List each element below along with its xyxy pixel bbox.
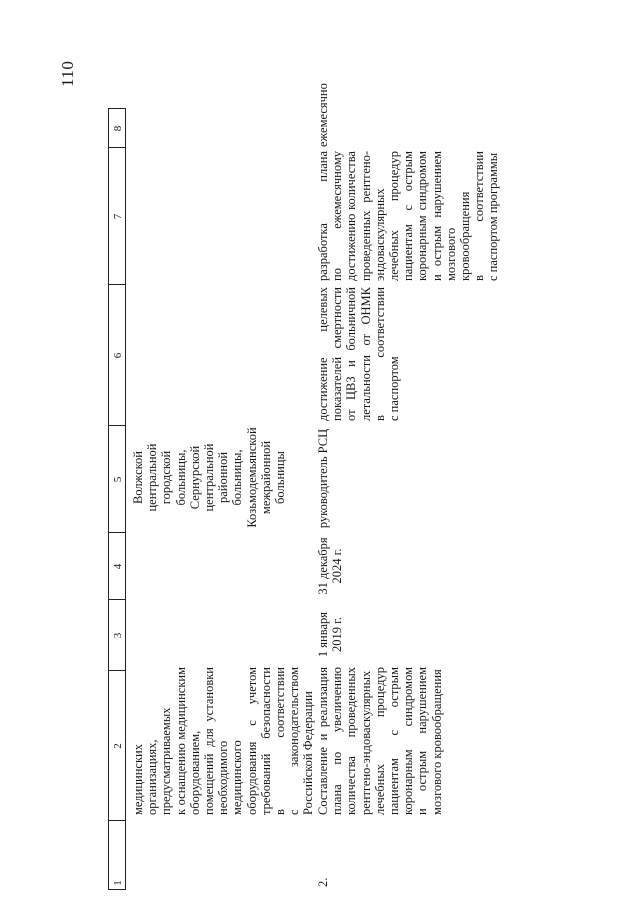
column-header: 4 (112, 563, 124, 570)
text-line: достижению количества (344, 151, 359, 281)
text-line: пациентам с острым (401, 151, 416, 281)
text-line: в соответствии (372, 287, 387, 421)
text-line: помещений для установки (202, 667, 217, 815)
text-line: в соответствии (273, 667, 288, 815)
text-line: ежемесячно (316, 83, 330, 147)
text-line: кровообращения (458, 191, 473, 281)
text-line: Составление и реализация (316, 667, 330, 815)
table-top-border (108, 108, 109, 890)
text-line: больницы, (230, 449, 245, 506)
column-header: 8 (112, 125, 124, 132)
text-line: рентгено-эндоваскулярных (358, 670, 373, 815)
text-line: от ЦВЗ и больничной (344, 287, 359, 421)
row2-number: 2. (316, 877, 330, 887)
text-line: 1 января (316, 611, 330, 658)
text-line: мозгового (443, 227, 458, 281)
text-line: с законодательством (287, 667, 302, 815)
column-header: 2 (112, 743, 124, 749)
column-header: 1 (112, 880, 124, 886)
row2-description (316, 667, 444, 815)
row2-plan (316, 151, 501, 281)
text-line: руководитель РСЦ (316, 428, 330, 529)
text-line: больницы, (173, 449, 188, 506)
text-line: пациентам с острым (387, 667, 402, 815)
text-line: достижение целевых (316, 287, 330, 421)
text-line: межрайонной (258, 440, 273, 515)
text-line: с паспортом (387, 356, 402, 421)
text-line: центральной (145, 443, 160, 512)
text-line: предусматриваемых (159, 707, 174, 815)
text-line: лечебных процедур (372, 667, 387, 815)
header-bottom-border (125, 108, 126, 890)
text-line: количества проведенных (344, 667, 359, 815)
text-line: проведенных рентгено- (358, 151, 373, 281)
text-line: 2024 г. (330, 548, 345, 584)
column-header: 3 (112, 632, 124, 639)
text-line: и острым нарушением (429, 151, 444, 281)
text-line: Козьмодемьянской (244, 427, 259, 528)
row2-start-date (316, 600, 344, 669)
text-line: оборудования с учетом (244, 667, 259, 815)
text-line: требований безопасности (258, 667, 273, 815)
text-line: в соответствии (472, 151, 487, 281)
text-line: и острым нарушением (415, 667, 430, 815)
text-line: оборудованием, (187, 730, 202, 815)
text-line: мозгового кровообращения (429, 669, 444, 815)
text-line: коронарным синдромом (415, 151, 430, 281)
text-line: летальности от ОНМК (358, 287, 373, 421)
row1-responsible (131, 426, 287, 529)
row2-frequency (316, 77, 330, 147)
column-header: 6 (112, 352, 124, 359)
column-header: 5 (112, 476, 124, 483)
text-line: Сернурской (187, 445, 202, 510)
text-line: центральной (202, 443, 217, 512)
text-line: Российской Федерации (301, 691, 316, 815)
row2-responsible (316, 426, 330, 531)
text-line: разработка плана (316, 151, 330, 281)
row2-result (316, 287, 401, 421)
row1-description (131, 667, 316, 815)
text-line: медицинского (230, 740, 245, 815)
text-line: Волжской (131, 451, 145, 504)
text-line: необходимого (216, 740, 231, 815)
page-number: 110 (58, 60, 77, 87)
text-line: 2019 г. (330, 617, 345, 652)
text-line: медицинских (131, 744, 145, 815)
text-line: коронарным синдромом (401, 667, 416, 815)
text-line: плана по увеличению (330, 667, 345, 815)
column-header: 7 (112, 213, 124, 220)
text-line: больницы (273, 451, 288, 504)
text-line: городской (159, 450, 174, 505)
text-line: лечебных процедур (387, 151, 402, 281)
text-line: 31 декабря (316, 537, 330, 595)
text-line: показателей смертности (330, 287, 345, 421)
text-line: организациях, (145, 739, 160, 815)
row2-end-date (316, 533, 344, 599)
text-line: эндоваскулярных (372, 188, 387, 281)
text-line: районной (216, 451, 231, 504)
text-line: по ежемесячному (330, 151, 345, 281)
text-line: с паспортом программы (486, 152, 501, 281)
text-line: к оснащению медицинским (173, 667, 188, 815)
